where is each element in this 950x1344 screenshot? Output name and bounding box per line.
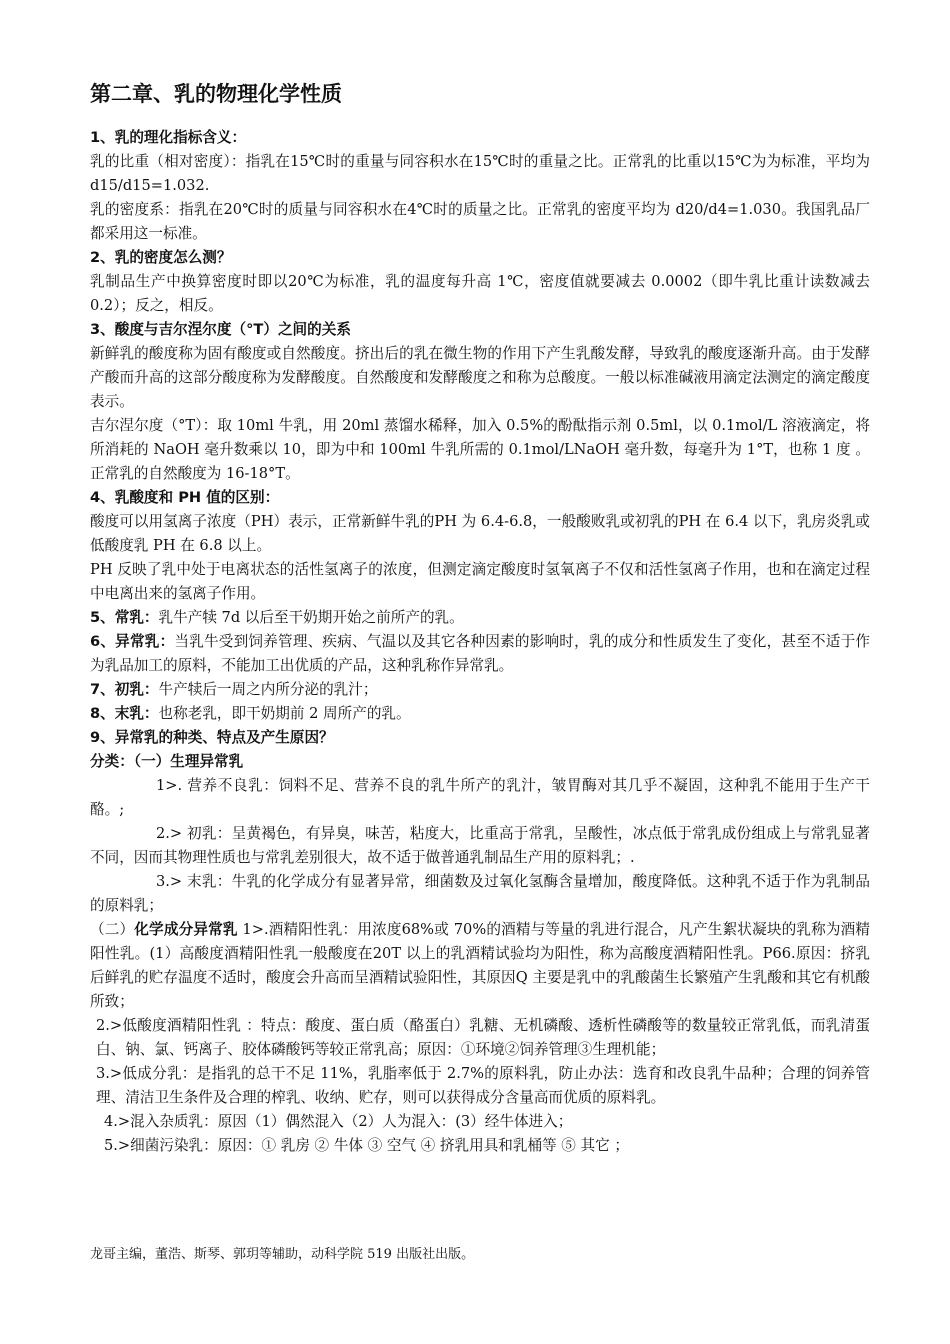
section-5 xyxy=(90,606,870,630)
class-1-item-3: 3.> 末乳：牛乳的化学成分有显著异常，细菌数及过氧化氢酶含量增加，酸度降低。这种乳不适于作为乳制品的原料乳； xyxy=(90,873,870,914)
class-2-item-1-text: 1>.酒精阳性乳：用浓度68%或 70%的酒精与等量的乳进行混合，凡产生絮状凝块的乳称为酒精阳性乳。(1）高酸度酒精阳性乳一般酸度在20T 以上的乳酒精试验均为阳性，称为高酸度酒精阳性乳。P66.原因：挤乳后鲜乳的贮存温度不适时，酸度会升高而呈酒精试验阳性，其原因Q 主要是乳中的乳酸菌生长繁殖产生乳酸和其它有机酸所致； xyxy=(90,921,870,1010)
section-4-paragraph-2: PH 反映了乳中处于电离状态的活性氢离子的浓度，但测定滴定酸度时氢氧离子不仅和活性氢离子作用，也和在滴定过程中电离出来的氢离子作用。 xyxy=(90,561,870,602)
section-6 xyxy=(90,630,870,678)
section-7 xyxy=(90,678,870,702)
class-2-item-5: 5.>细菌污染乳：原因：① 乳房 ② 牛体 ③ 空气 ④ 挤乳用具和乳桶等 ⑤ 其它 ； xyxy=(104,1137,629,1154)
section-9-heading: 9、异常乳的种类、特点及产生原因？ xyxy=(90,729,334,746)
section-4-paragraph-1: 酸度可以用氢离子浓度（PH）表示，正常新鲜牛乳的PH 为 6.4-6.8，一般酸败乳或初乳的PH 在 6.4 以下，乳房炎乳或低酸度乳 PH 在 6.8 以上。 xyxy=(90,513,870,554)
section-8-heading: 8、末乳： xyxy=(90,705,159,722)
section-1-heading: 1、乳的理化指标含义： xyxy=(90,129,247,146)
section-4-heading: 4、乳酸度和 PH 值的区别： xyxy=(90,489,280,506)
footer-note: 龙哥主编，董浩、斯琴、郭玥等辅助，动科学院 519 出版社出版。 xyxy=(90,1247,475,1262)
class-2-item-1 xyxy=(90,918,870,1014)
section-7-text: 牛产犊后一周之内所分泌的乳汁； xyxy=(158,681,378,698)
section-8-text: 也称老乳，即干奶期前 2 周所产的乳。 xyxy=(158,705,411,722)
section-1-paragraph-2: 乳的密度系：指乳在20℃时的质量与同容积水在4℃时的质量之比。正常乳的密度平均为 d20/d4=1.030。我国乳品厂都采用这一标准。 xyxy=(90,201,870,242)
section-6-text: 当乳牛受到饲养管理、疾病、气温以及其它各种因素的影响时，乳的成分和性质发生了变化，甚至不适于作为乳品加工的原料，不能加工出优质的产品，这种乳称作异常乳。 xyxy=(90,633,870,674)
document-body xyxy=(90,80,870,1158)
section-6-heading: 6、异常乳： xyxy=(90,633,175,650)
class-1-item-1: 1>. 营养不良乳：饲料不足、营养不良的乳牛所产的乳汁，皱胃酶对其几乎不凝固，这种乳不能用于生产干酪。; xyxy=(90,777,870,818)
class-2-item-4: 4.>混入杂质乳：原因（1）偶然混入（2）人为混入：(3）经牛体进入； xyxy=(104,1113,573,1130)
section-8 xyxy=(90,702,870,726)
section-2-heading: 2、乳的密度怎么测？ xyxy=(90,249,232,266)
class-1-item-2: 2.> 初乳：呈黄褐色，有异臭，味苦，粘度大，比重高于常乳，呈酸性，冰点低于常乳成份组成上与常乳显著不同，因而其物理性质也与常乳差别很大，故不适于做普通乳制品生产用的原料乳；. xyxy=(90,825,870,866)
class-2-item-2: 2.>低酸度酒精阳性乳 ：特点：酸度、蛋白质（酪蛋白）乳糖、无机磷酸、透析性磷酸等的数量较正常乳低，而乳清蛋白、钠、氯、钙离子、胶体磷酸钙等较正常乳高；原因：①环境②饲养管理③生理机能； xyxy=(96,1017,870,1058)
section-1-paragraph-1: 乳的比重（相对密度）：指乳在15℃时的重量与同容积水在15℃时的重量之比。正常乳的比重以15℃为为标准，平均为 d15/d15=1.032. xyxy=(90,153,870,194)
section-5-text: 乳牛产犊 7d 以后至干奶期开始之前所产的乳。 xyxy=(158,609,464,626)
class-2-item-3: 3.>低成分乳：是指乳的总干不足 11%，乳脂率低于 2.7%的原料乳，防止办法：选育和改良乳牛品种；合理的饲养管理、清洁卫生条件及合理的榨乳、收纳、贮存，则可以获得成分含量高而优质的原料乳。 xyxy=(96,1065,870,1106)
class-2-prefix: （二） xyxy=(90,921,135,938)
section-7-heading: 7、初乳： xyxy=(90,681,159,698)
section-5-heading: 5、常乳： xyxy=(90,609,159,626)
section-3-paragraph-1: 新鲜乳的酸度称为固有酸度或自然酸度。挤出后的乳在微生物的作用下产生乳酸发酵，导致乳的酸度逐渐升高。由于发酵产酸而升高的这部分酸度称为发酵酸度。自然酸度和发酵酸度之和称为总酸度。一般以标准碱液用滴定法测定的滴定酸度表示。 xyxy=(90,345,870,410)
classification-2-heading: 化学成分异常乳 xyxy=(134,921,238,938)
classification-1-heading: 分类：（一）生理异常乳 xyxy=(90,753,244,770)
chapter-title: 第二章、乳的物理化学性质 xyxy=(90,82,342,106)
section-3-heading: 3、酸度与吉尔涅尔度（°T）之间的关系 xyxy=(90,321,351,338)
section-3-paragraph-2: 吉尔涅尔度（°T）：取 10ml 牛乳，用 20ml 蒸馏水稀释，加入 0.5%的酚酞指示剂 0.5ml，以 0.1mol/L 溶液滴定，将所消耗的 NaOH 毫升数乘以 10，即为中和 100ml 牛乳所需的 0.1mol/LNaOH 毫升数，每毫升为 1°T，也称 1 度 。正常乳的自然酸度为 16-18°T。 xyxy=(90,417,870,482)
section-2-paragraph-1: 乳制品生产中换算密度时即以20℃为标准，乳的温度每升高 1℃，密度值就要减去 0.0002（即牛乳比重计读数减去 0.2）；反之，相反。 xyxy=(90,273,870,314)
